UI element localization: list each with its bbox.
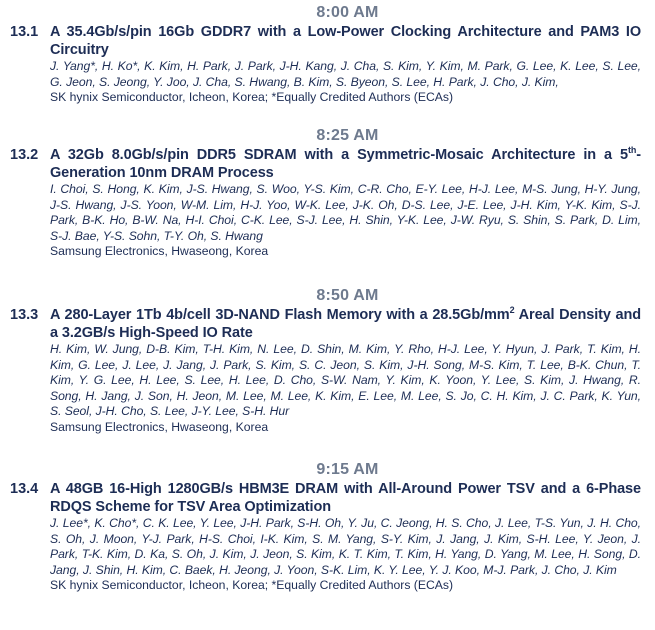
paper-number: 13.2: [10, 147, 39, 163]
paper-entry: [0, 480, 655, 594]
paper-authors: I. Choi, S. Hong, K. Kim, J-S. Hwang, S. Woo, Y-S. Kim, C-R. Cho, E-Y. Lee, H-J. Lee, M-S. Jung, H-Y. Jung, J-S. Hwang, J-S. Yoon, W-M. Lim, H-J. Yoo, W-K. Lee, J-K. Oh, D-S. Lee, J-E. Lee, J-H. Kim, Y-K. Kim, S-J. Park, B-K. Ho, B-W. Na, H-I. Choi, C-K. Lee, S-J. Lee, H. Shin, Y-K. Lee, J-W. Ryu, S. Shin, S. Park, D. Lim, S-J. Bae, Y-S. Sohn, T-Y. Oh, S. Hwang: [50, 182, 641, 243]
paper-title: [50, 146, 641, 182]
paper-authors: J. Yang*, H. Ko*, K. Kim, H. Park, J. Park, J-H. Kang, J. Cha, S. Kim, Y. Kim, M. Park, G. Lee, K. Lee, S. Lee, G. Jeon, S. Jeong, Y. Joo, J. Cha, S. Hwang, B. Kim, S. Byeon, S. Lee, H. Park, J. Cho, J. Kim,: [50, 59, 641, 89]
paper-title: [50, 306, 641, 342]
paper-title-part: Areal Density and a 3.2GB/s High-Speed IO Rate: [50, 307, 642, 341]
paper-affiliation: SK hynix Semiconductor, Icheon, Korea; *Equally Credited Authors (ECAs): [50, 578, 454, 592]
paper-number: 13.1: [10, 24, 39, 40]
paper-title: A 35.4Gb/s/pin 16Gb GDDR7 with a Low-Power Clocking Architecture and PAM3 IO Circuitry: [50, 24, 641, 58]
paper-title-part: A 280-Layer 1Tb 4b/cell 3D-NAND Flash Memory with a 28.5Gb/mm: [50, 307, 510, 323]
paper-number: 13.4: [10, 481, 39, 497]
paper-title-superscript: th: [627, 145, 637, 156]
session-slot-13-2: [0, 126, 655, 260]
time-heading: 8:00 AM: [316, 4, 379, 21]
paper-number: 13.3: [10, 307, 39, 323]
paper-affiliation: Samsung Electronics, Hwaseong, Korea: [50, 244, 269, 258]
paper-title-superscript: 2: [509, 305, 515, 316]
session-slot-13-1: [0, 3, 655, 106]
paper-authors: J. Lee*, K. Cho*, C. K. Lee, Y. Lee, J-H. Park, S-H. Oh, Y. Ju, C. Jeong, H. S. Cho, J. Lee, T-S. Yun, J. H. Cho, S. Oh, J. Moon, Y-J. Park, H-S. Choi, I-K. Kim, S. M. Yang, S-Y. Kim, J. Jang, J. Kim, S-H. Lee, Y. Jeon, J. Park, T-K. Kim, D. Ka, S. Oh, J. Kim, J. Jeon, S. Kim, K. T. Kim, T. Kim, H. Yang, D. Yang, M. Lee, H. Song, D. Jang, J. Shin, H. Kim, C. Baek, H. Jeong, J. Yoon, S-K. Lim, K. Y. Lee, Y. J. Koo, M-J. Park, J. Cho, J. Kim: [50, 516, 641, 577]
paper-authors: H. Kim, W. Jung, D-B. Kim, T-H. Kim, N. Lee, D. Shin, M. Kim, Y. Rho, H-J. Lee, Y. Hyun, J. Park, T. Kim, H. Kim, G. Lee, J. Lee, J. Jang, J. Park, S. Kim, S. C. Jeon, S. Kim, J-H. Song, M-S. Kim, T. Lee, B-K. Chun, T. Kim, Y. G. Lee, H. Lee, S. Lee, H. Lee, D. Cho, S-W. Nam, Y. Kim, K. Yoon, Y. Lee, S. Kim, J. Hwang, R. Song, H. Jang, J. Son, H. Jeon, M. Lee, M. Lee, K. Kim, E. Lee, M. Lee, S. Jo, C. H. Kim, J. C. Park, K. Yun, S. Seol, J-H. Cho, S. Lee, J-Y. Lee, S-H. Hur: [50, 342, 641, 418]
paper-affiliation: SK hynix Semiconductor, Icheon, Korea; *Equally Credited Authors (ECAs): [50, 90, 454, 104]
paper-title-part: A 32Gb 8.0Gb/s/pin DDR5 SDRAM with a Symmetric-Mosaic Architecture in a 5: [50, 147, 628, 163]
paper-title-part: -Generation 10nm DRAM Process: [50, 147, 641, 181]
paper-title: A 48GB 16-High 1280GB/s HBM3E DRAM with All-Around Power TSV and a 6-Phase RDQS Scheme for TSV Area Optimization: [50, 481, 641, 515]
session-slot-13-4: [0, 460, 655, 594]
time-heading: 8:50 AM: [316, 287, 379, 304]
time-heading: 8:25 AM: [316, 127, 379, 144]
time-heading: 9:15 AM: [316, 461, 379, 478]
session-slot-13-3: [0, 286, 655, 435]
paper-entry: [0, 306, 655, 435]
paper-affiliation: Samsung Electronics, Hwaseong, Korea: [50, 419, 269, 434]
paper-entry: [0, 146, 655, 260]
paper-entry: [0, 23, 655, 106]
